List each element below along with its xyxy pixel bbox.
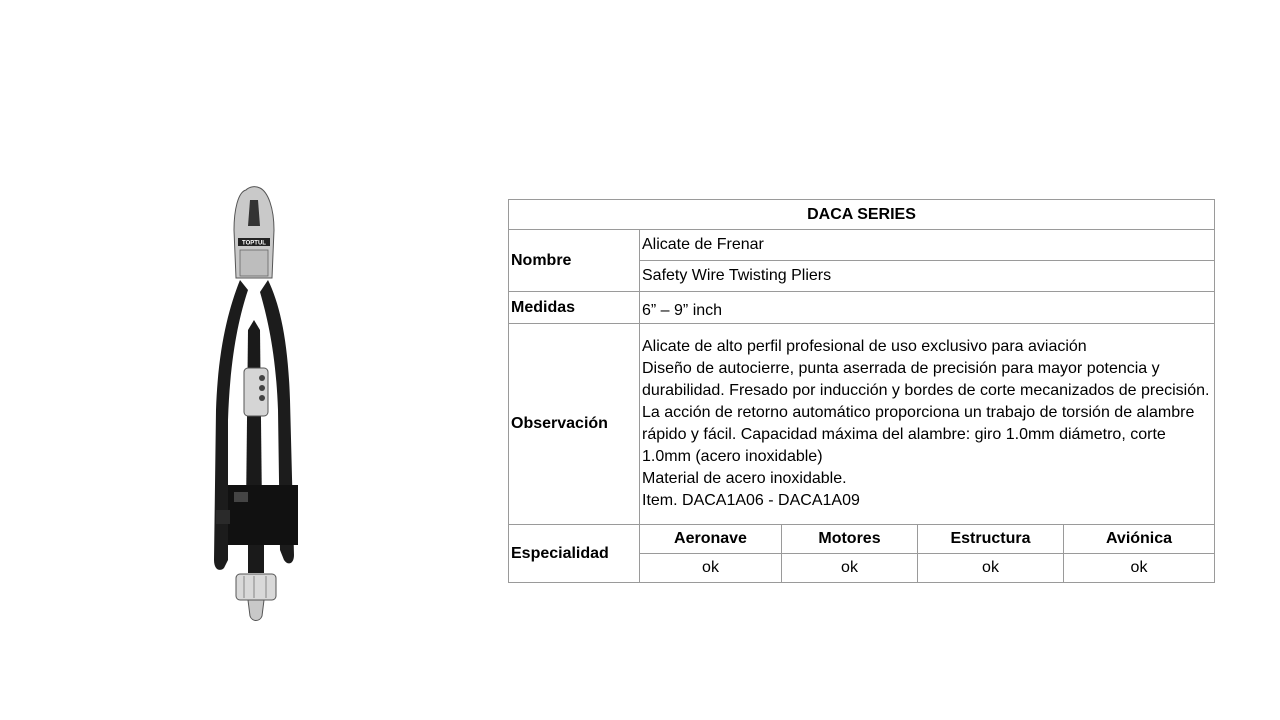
observacion-text: [640, 324, 1215, 525]
nombre-value-en: Safety Wire Twisting Pliers: [640, 261, 1215, 292]
motores-value: ok: [782, 554, 918, 583]
brand-logo-text: TOPTUL: [242, 240, 266, 247]
col-estructura: Estructura: [918, 525, 1064, 554]
label-observacion: Observación: [509, 324, 640, 525]
spec-table: [508, 199, 1215, 583]
aeronave-value: ok: [640, 554, 782, 583]
nombre-value-es: Alicate de Frenar: [640, 230, 1215, 261]
safety-wire-pliers-image: [188, 180, 318, 630]
observacion-line: Material de acero inoxidable.: [642, 470, 847, 487]
col-avionica: Aviónica: [1064, 525, 1215, 554]
col-aeronave: Aeronave: [640, 525, 782, 554]
col-motores: Motores: [782, 525, 918, 554]
avionica-value: ok: [1064, 554, 1215, 583]
observacion-line: La acción de retorno automático proporciona un trabajo de torsión de alambre rápido y fácil. Capacidad máxima del alambre: giro 1.0mm diámetro, corte 1.0mm (acero inoxidable): [642, 404, 1195, 465]
estructura-value: ok: [918, 554, 1064, 583]
medidas-value: 6” – 9” inch: [640, 292, 1215, 324]
observacion-line: Item. DACA1A06 - DACA1A09: [642, 492, 860, 509]
label-especialidad: Especialidad: [509, 525, 640, 583]
observacion-line: Diseño de autocierre, punta aserrada de precisión para mayor potencia y durabilidad. Fresado por inducción y bordes de corte mecanizados de precisión.: [642, 360, 1210, 399]
table-title: DACA SERIES: [509, 200, 1215, 230]
label-nombre: Nombre: [509, 230, 640, 292]
label-medidas: Medidas: [509, 292, 640, 324]
observacion-line: Alicate de alto perfil profesional de uso exclusivo para aviación: [642, 338, 1087, 355]
